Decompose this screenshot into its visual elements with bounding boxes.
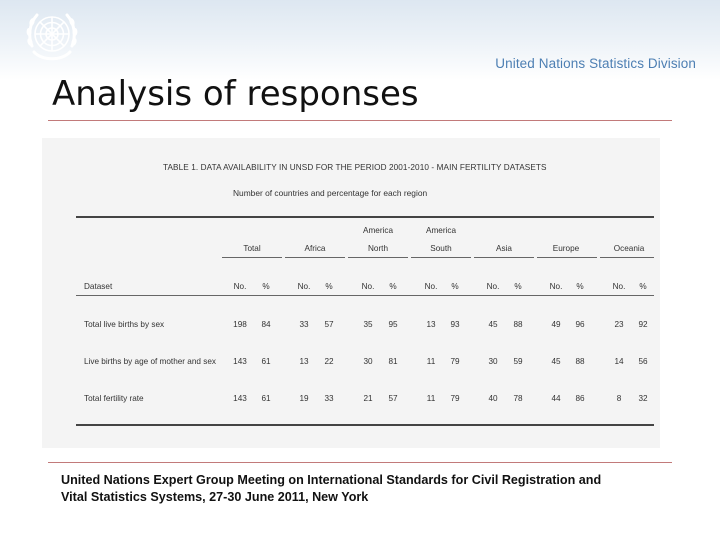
pct-column-header: % bbox=[262, 282, 270, 291]
count-cell: 13 bbox=[426, 320, 436, 329]
percent-cell: 56 bbox=[638, 357, 648, 366]
count-cell: 143 bbox=[233, 394, 247, 403]
table-subtitle: Number of countries and percentage for each region bbox=[233, 188, 428, 198]
title-divider bbox=[48, 120, 672, 121]
percent-cell: 79 bbox=[450, 357, 460, 366]
region-header: Total bbox=[243, 244, 261, 253]
footer bbox=[61, 472, 681, 506]
table-top-rule bbox=[76, 216, 654, 218]
region-underline bbox=[411, 257, 471, 258]
count-cell: 14 bbox=[614, 357, 624, 366]
count-cell: 21 bbox=[363, 394, 373, 403]
percent-cell: 33 bbox=[324, 394, 334, 403]
no-column-header: No. bbox=[424, 282, 438, 291]
footer-divider bbox=[48, 462, 672, 463]
region-header: Asia bbox=[496, 244, 512, 253]
count-cell: 23 bbox=[614, 320, 624, 329]
count-cell: 30 bbox=[363, 357, 373, 366]
no-column-header: No. bbox=[233, 282, 247, 291]
percent-cell: 79 bbox=[450, 394, 460, 403]
region-header: Europe bbox=[552, 244, 580, 253]
no-column-header: No. bbox=[612, 282, 626, 291]
percent-cell: 86 bbox=[575, 394, 585, 403]
row-label: Total live births by sex bbox=[84, 320, 165, 329]
count-cell: 8 bbox=[616, 394, 622, 403]
no-column-header: No. bbox=[549, 282, 563, 291]
count-cell: 19 bbox=[299, 394, 309, 403]
percent-cell: 88 bbox=[513, 320, 523, 329]
row-label: Total fertility rate bbox=[84, 394, 144, 403]
region-underline bbox=[222, 257, 282, 258]
un-emblem-icon bbox=[20, 6, 84, 70]
percent-cell: 57 bbox=[388, 394, 398, 403]
count-cell: 198 bbox=[233, 320, 247, 329]
percent-cell: 22 bbox=[324, 357, 334, 366]
percent-cell: 61 bbox=[261, 394, 271, 403]
count-cell: 13 bbox=[299, 357, 309, 366]
count-cell: 45 bbox=[488, 320, 498, 329]
pct-column-header: % bbox=[514, 282, 522, 291]
region-underline bbox=[600, 257, 654, 258]
count-cell: 30 bbox=[488, 357, 498, 366]
region-header-line1: America bbox=[362, 226, 394, 235]
percent-cell: 61 bbox=[261, 357, 271, 366]
count-cell: 49 bbox=[551, 320, 561, 329]
footer-line-1: United Nations Expert Group Meeting on International Standards for Civil Registration and bbox=[61, 473, 602, 487]
percent-cell: 81 bbox=[388, 357, 398, 366]
no-column-header: No. bbox=[361, 282, 375, 291]
no-column-header: No. bbox=[297, 282, 311, 291]
region-header-line1: America bbox=[425, 226, 457, 235]
pct-column-header: % bbox=[639, 282, 647, 291]
percent-cell: 93 bbox=[450, 320, 460, 329]
region-header: North bbox=[367, 244, 389, 253]
count-cell: 40 bbox=[488, 394, 498, 403]
region-header: South bbox=[430, 244, 452, 253]
count-cell: 11 bbox=[426, 394, 436, 403]
percent-cell: 92 bbox=[638, 320, 648, 329]
region-underline bbox=[285, 257, 345, 258]
footer-line-2: Vital Statistics Systems, 27-30 June 2011, New York bbox=[61, 490, 369, 504]
percent-cell: 57 bbox=[324, 320, 334, 329]
region-header: Oceania bbox=[613, 244, 645, 253]
percent-cell: 78 bbox=[513, 394, 523, 403]
table-bottom-rule bbox=[76, 424, 654, 426]
slide-title: Analysis of responses bbox=[52, 74, 419, 114]
pct-column-header: % bbox=[389, 282, 397, 291]
percent-cell: 95 bbox=[388, 320, 398, 329]
pct-column-header: % bbox=[451, 282, 459, 291]
header-rule bbox=[76, 295, 654, 296]
row-label: Live births by age of mother and sex bbox=[84, 357, 216, 366]
percent-cell: 32 bbox=[638, 394, 648, 403]
region-header: Africa bbox=[304, 244, 326, 253]
pct-column-header: % bbox=[576, 282, 584, 291]
division-label: United Nations Statistics Division bbox=[495, 56, 696, 71]
percent-cell: 84 bbox=[261, 320, 271, 329]
count-cell: 33 bbox=[299, 320, 309, 329]
pct-column-header: % bbox=[325, 282, 333, 291]
percent-cell: 88 bbox=[575, 357, 585, 366]
region-underline bbox=[474, 257, 534, 258]
table-title: TABLE 1. DATA AVAILABILITY IN UNSD FOR THE PERIOD 2001-2010 - MAIN FERTILITY DATASETS bbox=[163, 163, 547, 172]
count-cell: 45 bbox=[551, 357, 561, 366]
count-cell: 44 bbox=[551, 394, 561, 403]
no-column-header: No. bbox=[486, 282, 500, 291]
dataset-column-header: Dataset bbox=[84, 282, 113, 291]
region-underline bbox=[537, 257, 597, 258]
count-cell: 143 bbox=[233, 357, 247, 366]
percent-cell: 59 bbox=[513, 357, 523, 366]
region-underline bbox=[348, 257, 408, 258]
count-cell: 11 bbox=[426, 357, 436, 366]
percent-cell: 96 bbox=[575, 320, 585, 329]
count-cell: 35 bbox=[363, 320, 373, 329]
